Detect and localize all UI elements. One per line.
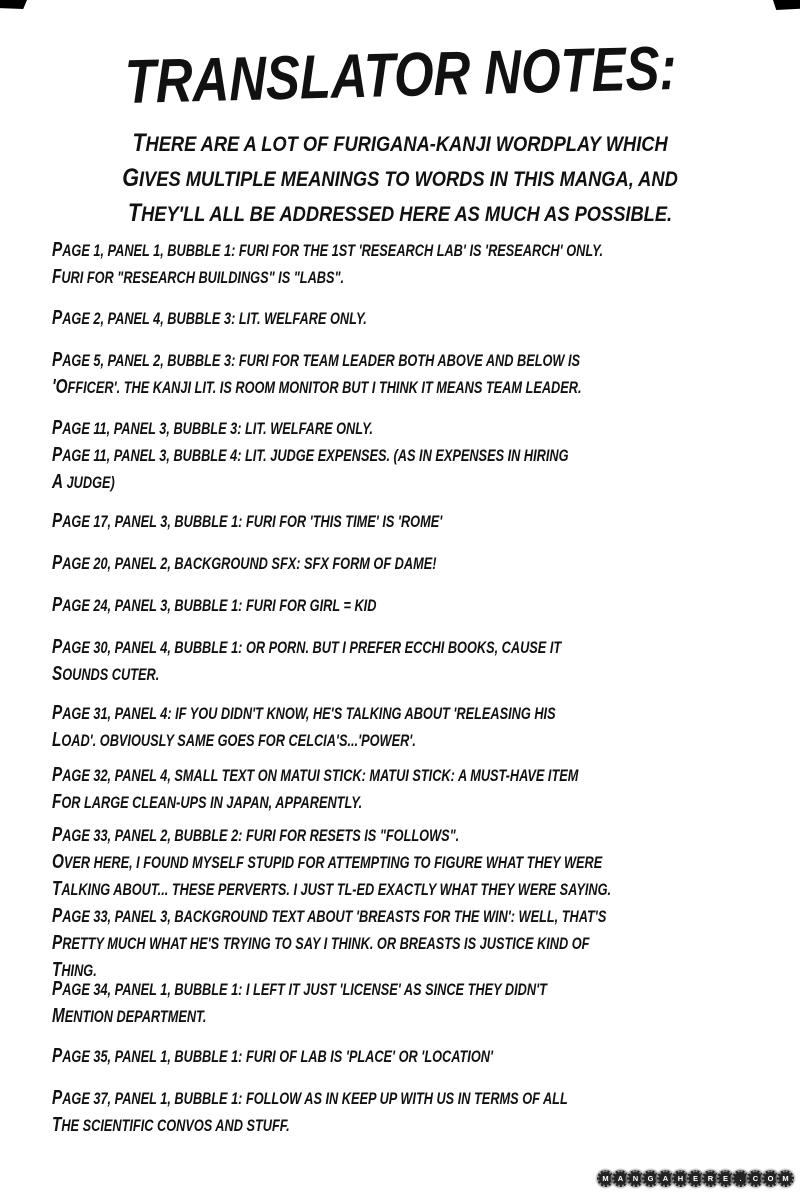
watermark-letter-badge: G [642,1170,659,1187]
note-line: 'OFFICER'. THE KANJI LIT. IS ROOM MONITOR BUT I THINK IT MEANS TEAM LEADER. [52,376,582,398]
note-line: PAGE 2, PANEL 4, BUBBLE 3: LIT. WELFARE ONLY. [52,307,367,329]
watermark-letter-badge: C [747,1170,764,1187]
note-page-35 [52,1043,493,1070]
intro-line: GIVES MULTIPLE MEANINGS TO WORDS IN THIS MANGA, AND [122,164,678,192]
watermark-letter-badge: E [717,1170,734,1187]
watermark-letter-badge: N [627,1170,644,1187]
note-page-37 [52,1085,568,1139]
note-line: THING. [52,959,97,981]
note-page-34 [52,976,547,1030]
watermark-letter-badge: M [777,1170,794,1187]
note-line: FOR LARGE CLEAN-UPS IN JAPAN, APPARENTLY. [52,791,363,813]
note-page-33 [52,822,611,984]
note-line: PAGE 37, PANEL 1, BUBBLE 1: FOLLOW AS IN KEEP UP WITH US IN TERMS OF ALL [52,1087,568,1109]
note-line: PAGE 33, PANEL 3, BACKGROUND TEXT ABOUT 'BREASTS FOR THE WIN': WELL, THAT'S [52,905,607,927]
intro-paragraph [60,126,740,231]
watermark-letter-badge: A [612,1170,629,1187]
watermark-letter-badge: . [732,1170,749,1187]
watermark-letter-badge: A [657,1170,674,1187]
note-line: SOUNDS CUTER. [52,663,160,685]
watermark-letter-badge: O [762,1170,779,1187]
intro-line: THERE ARE A LOT OF FURIGANA-KANJI WORDPLAY WHICH [132,129,668,157]
watermark-letter-badge: H [672,1170,689,1187]
note-line: LOAD'. OBVIOUSLY SAME GOES FOR CELCIA'S...'POWER'. [52,729,416,751]
note-page-11 [52,415,569,496]
note-page-30 [52,634,561,688]
note-line: PAGE 31, PANEL 4: IF YOU DIDN'T KNOW, HE'S TALKING ABOUT 'RELEASING HIS [52,702,556,724]
note-line: PAGE 35, PANEL 1, BUBBLE 1: FURI OF LAB IS 'PLACE' OR 'LOCATION' [52,1045,493,1067]
mangahere-watermark [597,1170,794,1187]
note-line: PAGE 20, PANEL 2, BACKGROUND SFX: SFX FORM OF DAME! [52,552,437,574]
note-line: PAGE 11, PANEL 3, BUBBLE 3: LIT. WELFARE ONLY. [52,417,373,439]
note-line: PAGE 24, PANEL 3, BUBBLE 1: FURI FOR GIRL = KID [52,594,377,616]
note-line: THE SCIENTIFIC CONVOS AND STUFF. [52,1114,290,1136]
watermark-letter-badge: R [702,1170,719,1187]
note-line: FURI FOR "RESEARCH BUILDINGS" IS "LABS". [52,266,345,288]
note-line: PAGE 32, PANEL 4, SMALL TEXT ON MATUI STICK: MATUI STICK: A MUST-HAVE ITEM [52,764,579,786]
note-page-17 [52,508,442,535]
note-line: PAGE 33, PANEL 2, BUBBLE 2: FURI FOR RESETS IS "FOLLOWS". [52,824,460,846]
note-page-5 [52,347,582,401]
note-page-2 [52,305,367,332]
note-page-1 [52,237,603,291]
scan-artifact-top-right [773,0,800,10]
note-line: PAGE 17, PANEL 3, BUBBLE 1: FURI FOR 'THIS TIME' IS 'ROME' [52,510,443,532]
watermark-letter-badge: M [597,1170,614,1187]
note-line: OVER HERE, I FOUND MYSELF STUPID FOR ATTEMPTING TO FIGURE WHAT THEY WERE [52,851,603,873]
note-page-20 [52,550,436,577]
note-line: A JUDGE) [52,471,115,493]
intro-line: THEY'LL ALL BE ADDRESSED HERE AS MUCH AS POSSIBLE. [127,199,673,227]
note-line: TALKING ABOUT... THESE PERVERTS. I JUST TL-ED EXACTLY WHAT THEY WERE SAYING. [52,878,612,900]
page-title: TRANSLATOR NOTES: [124,33,677,118]
note-line: PAGE 30, PANEL 4, BUBBLE 1: OR PORN. BUT I PREFER ECCHI BOOKS, CAUSE IT [52,636,562,658]
note-line: PAGE 5, PANEL 2, BUBBLE 3: FURI FOR TEAM LEADER BOTH ABOVE AND BELOW IS [52,349,581,371]
note-page-32 [52,762,578,816]
note-line: PRETTY MUCH WHAT HE'S TRYING TO SAY I THINK. OR BREASTS IS JUSTICE KIND OF [52,932,590,954]
note-line: MENTION DEPARTMENT. [52,1005,207,1027]
note-page-31 [52,700,556,754]
note-page-24 [52,592,376,619]
watermark-letter-badge: E [687,1170,704,1187]
note-line: PAGE 34, PANEL 1, BUBBLE 1: I LEFT IT JUST 'LICENSE' AS SINCE THEY DIDN'T [52,978,547,1000]
note-line: PAGE 11, PANEL 3, BUBBLE 4: LIT. JUDGE EXPENSES. (AS IN EXPENSES IN HIRING [52,444,569,466]
scan-artifact-top-left [0,0,27,9]
note-line: PAGE 1, PANEL 1, BUBBLE 1: FURI FOR THE 1ST 'RESEARCH LAB' IS 'RESEARCH' ONLY. [52,239,604,261]
